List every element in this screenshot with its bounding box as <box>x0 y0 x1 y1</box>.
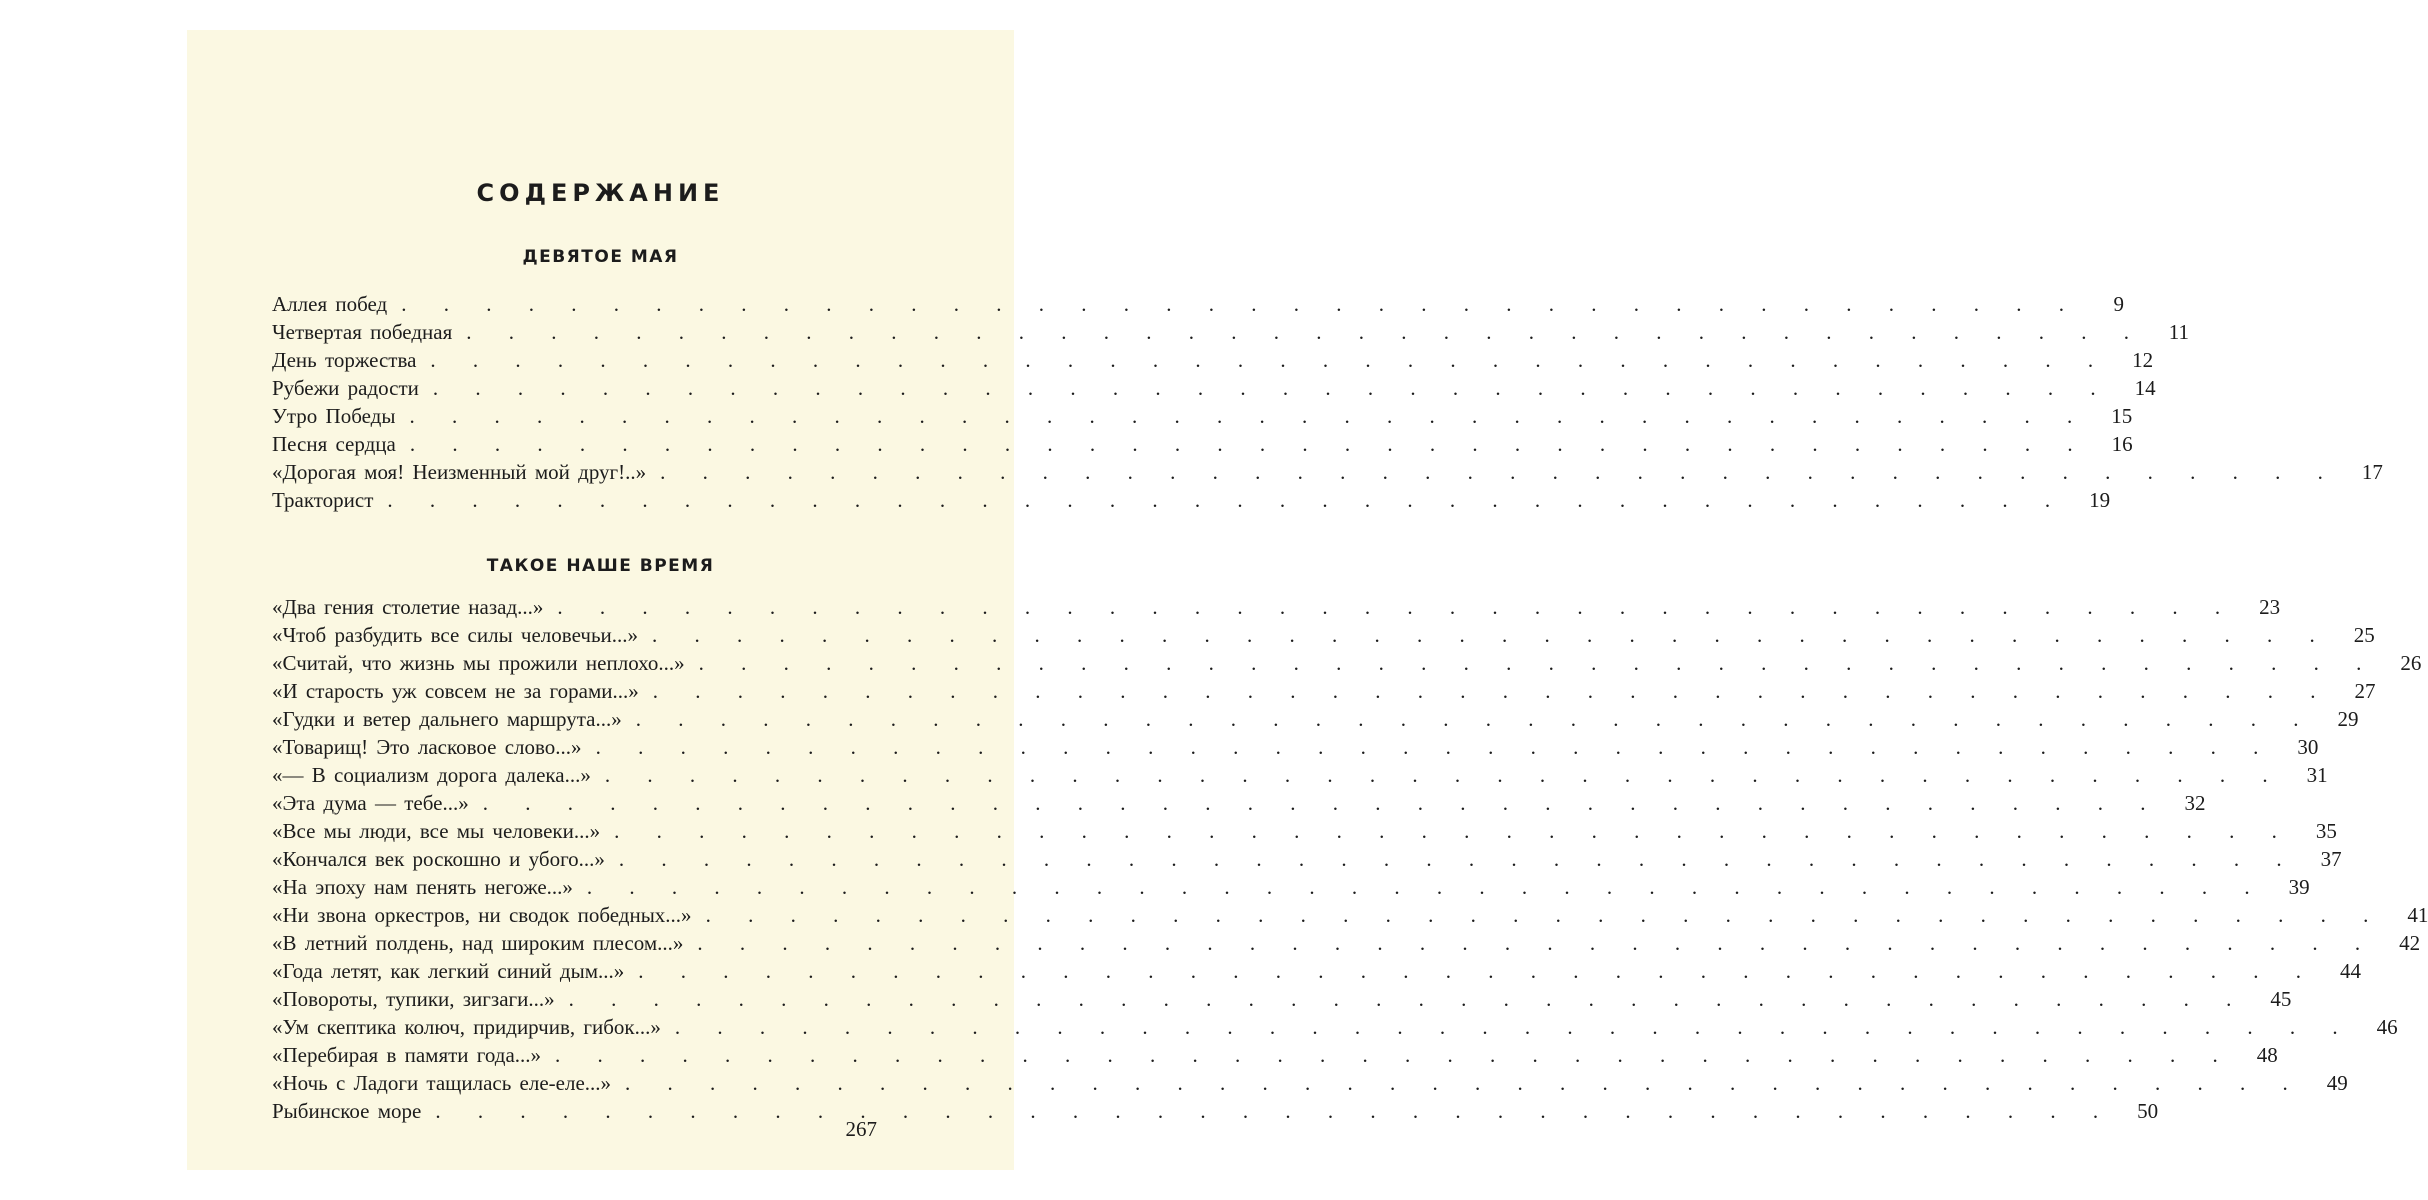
entry-title: «Товарищ! Это ласковое слово...» <box>272 735 582 759</box>
section-title-takoe-nashe-vremya: ТАКОЕ НАШЕ ВРЕМЯ <box>486 556 715 576</box>
entry-title: «В летний полдень, над широким плесом...» <box>272 931 684 955</box>
entry-page-number: 16 <box>2111 432 2133 456</box>
page-number: 267 <box>845 1117 877 1141</box>
dot-leader: . . . . . . . . . . . . . . . . . . . . . . . . . . . . . . . . . . . . . . . . <box>595 735 2275 759</box>
entry-title: «Ни звона оркестров, ни сводок победных...» <box>272 903 692 927</box>
entry-page-number: 15 <box>2111 404 2133 428</box>
entry-page-number: 49 <box>2326 1071 2348 1095</box>
entry-page-number: 50 <box>2137 1099 2159 1123</box>
book-page <box>187 30 2428 1170</box>
entry-page-number: 35 <box>2315 819 2337 843</box>
entry-page-number: 27 <box>2354 679 2376 703</box>
entry-title: «Ночь с Ладоги тащилась еле-еле...» <box>272 1071 612 1095</box>
toc-entry <box>272 929 2421 957</box>
entry-page-number: 41 <box>2407 903 2428 927</box>
page-title: СОДЕРЖАНИЕ <box>476 179 725 207</box>
dot-leader: . . . . . . . . . . . . . . . . . . . . . . . . . . . . . . . . . . . . . . . . <box>482 791 2162 815</box>
entry-page-number: 31 <box>2306 763 2328 787</box>
entry-title: «Чтоб разбудить все силы человечьи...» <box>272 623 639 647</box>
entry-title: Четвертая победная <box>272 320 453 344</box>
dot-leader: . . . . . . . . . . . . . . . . . . . . . . . . . . . . . . . . . . . . . . . . <box>625 1071 2304 1095</box>
dot-leader: . . . . . . . . . . . . . . . . . . . . . . . . . . . . . . . . . . . . . . . . <box>697 931 2377 955</box>
toc-entry <box>272 290 2124 318</box>
dot-leader: . . . . . . . . . . . . . . . . . . . . . . . . . . . . . . . . . . . . . . . . <box>652 623 2331 647</box>
dot-leader: . . . . . . . . . . . . . . . . . . . . . . . . . . . . . . . . . . . . . . . . <box>430 348 2110 372</box>
dot-leader: . . . . . . . . . . . . . . . . . . . . . . . . . . . . . . . . . . . . . . . . <box>618 847 2298 871</box>
dot-leader: . . . . . . . . . . . . . . . . . . . . . . . . . . . . . . . . . . . . . . . . <box>698 651 2378 675</box>
toc-entry <box>272 1013 2398 1041</box>
entry-page-number: 26 <box>2400 651 2422 675</box>
entry-page-number: 25 <box>2353 623 2375 647</box>
toc-entry <box>272 430 2133 458</box>
entry-page-number: 17 <box>2361 460 2383 484</box>
entry-page-number: 11 <box>2168 320 2189 344</box>
entry-page-number: 44 <box>2340 959 2362 983</box>
entry-page-number: 42 <box>2399 931 2421 955</box>
entry-title: «Года летят, как легкий синий дым...» <box>272 959 625 983</box>
entry-title: «На эпоху нам пенять негоже...» <box>272 875 573 899</box>
entry-title: «И старость уж совсем не за горами...» <box>272 679 639 703</box>
dot-leader: . . . . . . . . . . . . . . . . . . . . . . . . . . . . . . . . . . . . . . . . <box>705 903 2385 927</box>
entry-page-number: 19 <box>2089 488 2111 512</box>
entry-title: Песня сердца <box>272 432 396 456</box>
toc-entry <box>272 1097 2159 1125</box>
entry-title: Утро Победы <box>272 404 396 428</box>
dot-leader: . . . . . . . . . . . . . . . . . . . . . . . . . . . . . . . . . . . . . . . . <box>432 376 2112 400</box>
toc-entry <box>272 817 2337 845</box>
toc-entry <box>272 845 2342 873</box>
dot-leader: . . . . . . . . . . . . . . . . . . . . . . . . . . . . . . . . . . . . . . . . <box>635 707 2315 731</box>
dot-leader: . . . . . . . . . . . . . . . . . . . . . . . . . . . . . . . . . . . . . . . . <box>586 875 2266 899</box>
entry-page-number: 14 <box>2134 376 2156 400</box>
entry-page-number: 37 <box>2320 847 2342 871</box>
toc-list-section-2 <box>272 593 2428 1125</box>
toc-entry <box>272 985 2292 1013</box>
toc-entry <box>272 733 2319 761</box>
entry-title: «Кончался век роскошно и убого...» <box>272 847 605 871</box>
entry-page-number: 12 <box>2132 348 2154 372</box>
entry-title: «Повороты, тупики, зигзаги...» <box>272 987 555 1011</box>
toc-entry <box>272 346 2154 374</box>
toc-entry <box>272 957 2362 985</box>
toc-entry <box>272 901 2428 929</box>
entry-title: Аллея побед <box>272 292 388 316</box>
toc-entry <box>272 402 2133 430</box>
toc-entry <box>272 761 2328 789</box>
toc-entry <box>272 621 2375 649</box>
entry-title: Тракторист <box>272 488 374 512</box>
toc-entry <box>272 1041 2278 1069</box>
dot-leader: . . . . . . . . . . . . . . . . . . . . . . . . . . . . . . . . . . . . . . . . <box>652 679 2332 703</box>
dot-leader: . . . . . . . . . . . . . . . . . . . . . . . . . . . . . . . . . . . . . . . . <box>435 1099 2115 1123</box>
toc-entry <box>272 1069 2348 1097</box>
entry-title: «Перебирая в памяти года...» <box>272 1043 542 1067</box>
dot-leader: . . . . . . . . . . . . . . . . . . . . . . . . . . . . . . . . . . . . . . . . <box>466 320 2145 344</box>
entry-page-number: 9 <box>2113 292 2124 316</box>
entry-title: День торжества <box>272 348 417 372</box>
toc-entry <box>272 486 2111 514</box>
toc-entry <box>272 873 2310 901</box>
entry-page-number: 45 <box>2270 987 2292 1011</box>
dot-leader: . . . . . . . . . . . . . . . . . . . . . . . . . . . . . . . . . . . . . . . . <box>674 1015 2354 1039</box>
entry-page-number: 23 <box>2259 595 2281 619</box>
dot-leader: . . . . . . . . . . . . . . . . . . . . . . . . . . . . . . . . . . . . . . . . <box>409 404 2089 428</box>
entry-title: «— В социализм дорога далека...» <box>272 763 591 787</box>
entry-page-number: 48 <box>2256 1043 2278 1067</box>
dot-leader: . . . . . . . . . . . . . . . . . . . . . . . . . . . . . . . . . . . . . . . . <box>555 1043 2234 1067</box>
toc-entry <box>272 705 2359 733</box>
toc-entry <box>272 458 2383 486</box>
entry-title: «Ум скептика колюч, придирчив, гибок...» <box>272 1015 661 1039</box>
entry-page-number: 30 <box>2297 735 2319 759</box>
entry-page-number: 32 <box>2184 791 2206 815</box>
entry-page-number: 29 <box>2337 707 2359 731</box>
entry-title: «Считай, что жизнь мы прожили неплохо...» <box>272 651 685 675</box>
entry-title: «Два гения столетие назад...» <box>272 595 544 619</box>
toc-list-section-1 <box>272 290 2383 514</box>
toc-entry <box>272 374 2156 402</box>
dot-leader: . . . . . . . . . . . . . . . . . . . . . . . . . . . . . . . . . . . . . . . . <box>568 987 2248 1011</box>
dot-leader: . . . . . . . . . . . . . . . . . . . . . . . . . . . . . . . . . . . . . . . . <box>409 432 2089 456</box>
dot-leader: . . . . . . . . . . . . . . . . . . . . . . . . . . . . . . . . . . . . . . . . <box>604 763 2284 787</box>
toc-entry <box>272 593 2281 621</box>
entry-title: «Эта дума — тебе...» <box>272 791 469 815</box>
dot-leader: . . . . . . . . . . . . . . . . . . . . . . . . . . . . . . . . . . . . . . . . <box>557 595 2237 619</box>
dot-leader: . . . . . . . . . . . . . . . . . . . . . . . . . . . . . . . . . . . . . . . . <box>401 292 2080 316</box>
dot-leader: . . . . . . . . . . . . . . . . . . . . . . . . . . . . . . . . . . . . . . . . <box>387 488 2067 512</box>
entry-title: Рыбинское море <box>272 1099 422 1123</box>
entry-title: «Гудки и ветер дальнего маршрута...» <box>272 707 622 731</box>
toc-entry <box>272 318 2189 346</box>
entry-title: «Все мы люди, все мы человеки...» <box>272 819 601 843</box>
entry-page-number: 46 <box>2376 1015 2398 1039</box>
entry-page-number: 39 <box>2288 875 2310 899</box>
dot-leader: . . . . . . . . . . . . . . . . . . . . . . . . . . . . . . . . . . . . . . . . <box>638 959 2318 983</box>
section-title-devyatoe-maya: ДЕВЯТОЕ МАЯ <box>522 247 679 267</box>
toc-entry <box>272 649 2422 677</box>
dot-leader: . . . . . . . . . . . . . . . . . . . . . . . . . . . . . . . . . . . . . . . . <box>660 460 2339 484</box>
dot-leader: . . . . . . . . . . . . . . . . . . . . . . . . . . . . . . . . . . . . . . . . <box>614 819 2293 843</box>
toc-entry <box>272 677 2376 705</box>
entry-title: Рубежи радости <box>272 376 419 400</box>
toc-entry <box>272 789 2206 817</box>
entry-title: «Дорогая моя! Неизменный мой друг!..» <box>272 460 647 484</box>
